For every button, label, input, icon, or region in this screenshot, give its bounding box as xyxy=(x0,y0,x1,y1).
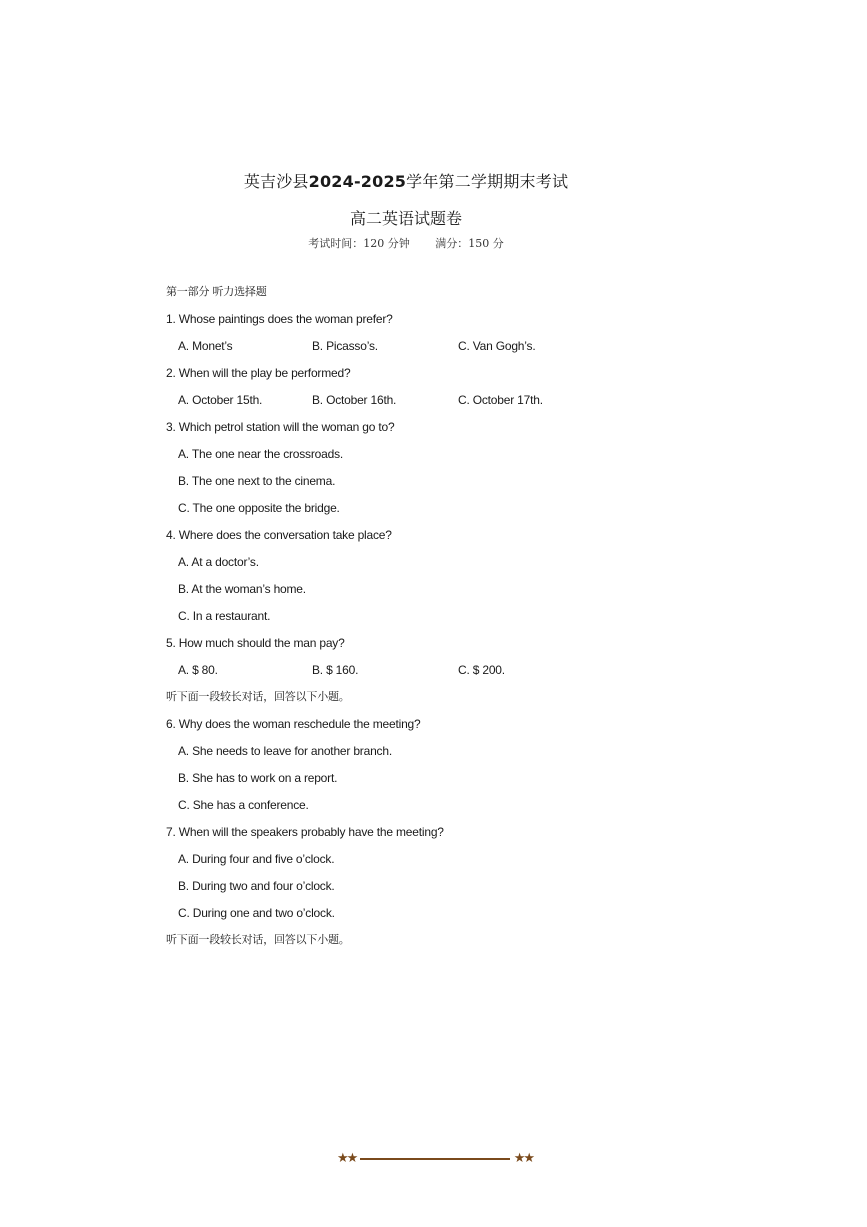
star-icon: ★★ xyxy=(337,1151,357,1166)
option-a: A. During four and five o’clock. xyxy=(178,852,335,866)
option-a: A. October 15th. xyxy=(178,393,263,407)
question-stem: 5. How much should the man pay? xyxy=(166,636,345,650)
option-b: B. The one next to the cinema. xyxy=(178,474,336,488)
option-row xyxy=(166,392,726,419)
option-a: A. The one near the crossroads. xyxy=(178,447,344,461)
option-c: C. $ 200. xyxy=(458,663,505,677)
page-footer-ornament xyxy=(337,1151,533,1167)
question-stem: 4. Where does the conversation take place? xyxy=(166,528,392,542)
question-stem: 7. When will the speakers probably have the meeting? xyxy=(166,825,444,839)
dialogue-note: 听下面一段较长对话，回答以下小题。 xyxy=(166,690,350,703)
option-b: B. October 16th. xyxy=(312,393,397,407)
option-c: C. The one opposite the bridge. xyxy=(178,501,340,515)
exam-subtitle: 高二英语试题卷 xyxy=(349,209,462,228)
question-stem: 6. Why does the woman reschedule the meeting? xyxy=(166,717,421,731)
option-c: C. In a restaurant. xyxy=(178,609,271,623)
option-c: C. October 17th. xyxy=(458,393,543,407)
option-b: B. $ 160. xyxy=(312,663,359,677)
question-stem: 2. When will the play be performed? xyxy=(166,366,351,380)
dialogue-note: 听下面一段较长对话，回答以下小题。 xyxy=(166,933,350,946)
footer-divider xyxy=(360,1158,509,1160)
exam-meta xyxy=(0,235,812,251)
star-icon: ★★ xyxy=(513,1151,533,1166)
question-list xyxy=(166,284,726,959)
exam-score: 满分：150 分 xyxy=(435,237,504,250)
section-heading: 第一部分 听力选择题 xyxy=(166,285,267,298)
option-a: A. She needs to leave for another branch. xyxy=(178,744,392,758)
exam-title xyxy=(0,169,812,192)
option-row xyxy=(166,338,726,365)
option-b: B. At the woman’s home. xyxy=(178,582,306,596)
option-a: A. At a doctor’s. xyxy=(178,555,259,569)
option-b: B. Picasso’s. xyxy=(312,339,378,353)
option-a: A. Monet’s xyxy=(178,339,233,353)
option-c: C. During one and two o’clock. xyxy=(178,906,335,920)
question-stem: 3. Which petrol station will the woman go to? xyxy=(166,420,395,434)
exam-time: 考试时间：120 分钟 xyxy=(308,237,410,250)
option-a: A. $ 80. xyxy=(178,663,218,677)
option-b: B. During two and four o’clock. xyxy=(178,879,335,893)
title-suffix: 学年第二学期期末考试 xyxy=(406,172,569,191)
question-stem: 1. Whose paintings does the woman prefer? xyxy=(166,312,393,326)
option-c: C. She has a conference. xyxy=(178,798,309,812)
option-b: B. She has to work on a report. xyxy=(178,771,338,785)
option-row xyxy=(166,662,726,689)
title-years: 2024-2025 xyxy=(308,172,407,191)
title-prefix: 英吉沙县 xyxy=(243,172,309,191)
option-c: C. Van Gogh’s. xyxy=(458,339,536,353)
